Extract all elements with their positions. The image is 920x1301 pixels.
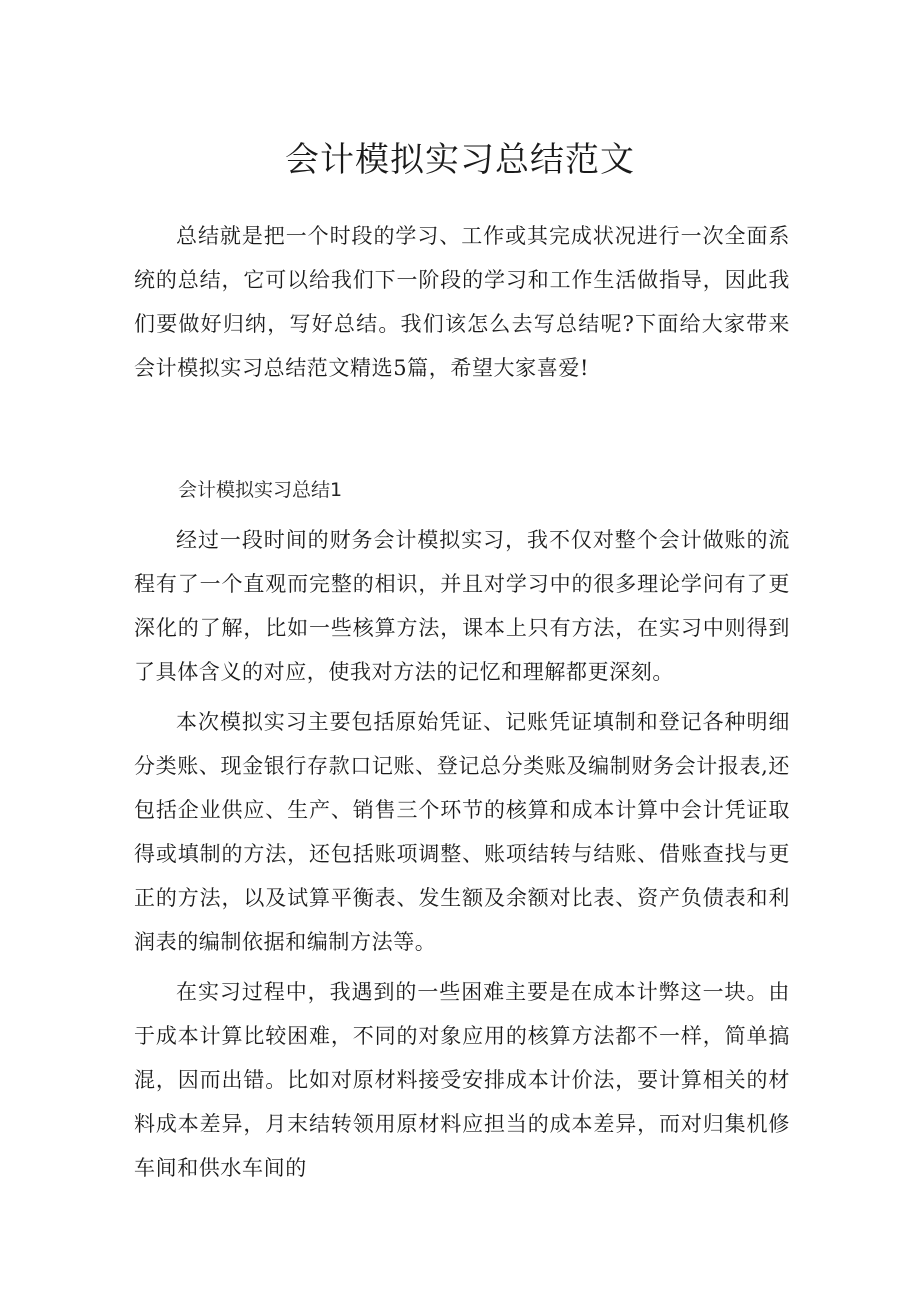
document-body [134,214,790,1190]
body-paragraph-1: 经过一段时间的财务会计模拟实习，我不仅对整个会计做账的流程有了一个直观而完整的相识，并且对学习中的很多理论学问有了更深化的了解，比如一些核算方法，课本上只有方法，在实习中则得到了具体含义的对应，使我对方法的记忆和理解都更深刻。 [134,528,790,684]
body-paragraph-2: 本次模拟实习主要包括原始凭证、记账凭证填制和登记各种明细分类账、现金银行存款口记账、登记总分类账及编制财务会计报表,还包括企业供应、生产、销售三个环节的核算和成本计算中会计凭证取得或填制的方法，还包括账项调整、账项结转与结账、借账查找与更正的方法，以及试算平衡表、发生额及余额对比表、资产负债表和利润表的编制依据和编制方法等。 [134,710,790,954]
section-heading: 会计模拟实习总结1 [178,479,343,501]
body-paragraph-3: 在实习过程中，我遇到的一些困难主要是在成本计弊这一块。由于成本计算比较困难，不同的对象应用的核算方法都不一样，简单搞混，因而出错。比如对原材料接受安排成本计价法，要计算相关的材料成本差异，月末结转领用原材料应担当的成本差异，而对归集机修车间和供水车间的 [134,980,790,1180]
document-title: 会计模拟实习总结范文 [285,140,635,180]
intro-paragraph: 总结就是把一个时段的学习、工作或其完成状况进行一次全面系统的总结，它可以给我们下一阶段的学习和工作生活做指导，因此我们要做好归纳，写好总结。我们该怎么去写总结呢?下面给大家带来会计模拟实习总结范文精选5篇，希望大家喜爱! [134,224,790,380]
